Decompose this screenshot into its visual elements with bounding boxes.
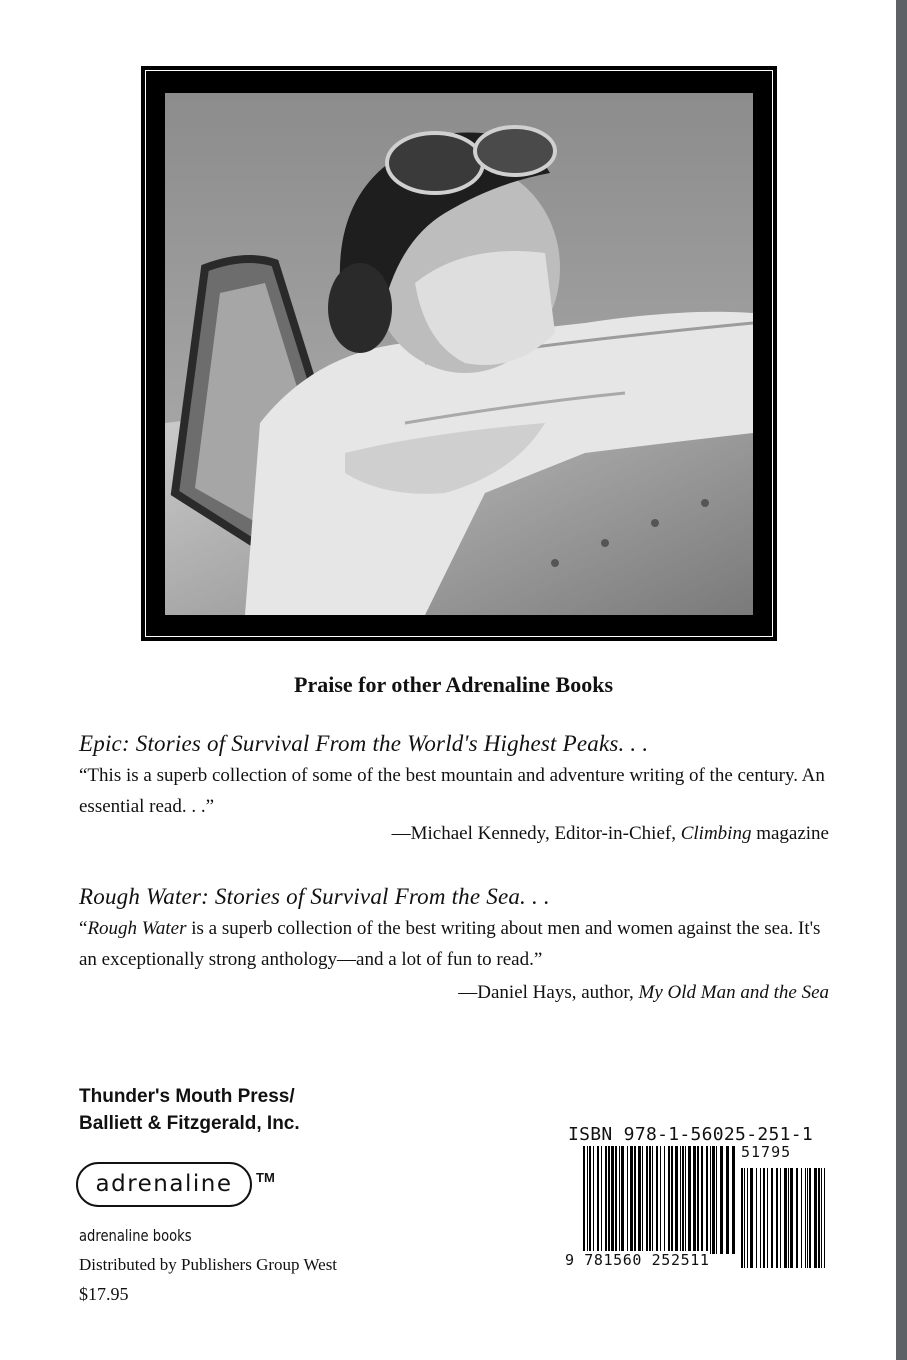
book-title-rough-water: Rough Water: Stories of Survival From the Sea. . . [79, 884, 550, 909]
barcode-bar [587, 1146, 588, 1254]
barcode-bar [712, 1146, 715, 1254]
imprint-name: adrenaline books [79, 1226, 192, 1245]
barcode-addon-bar [807, 1168, 808, 1268]
barcode-addon-bar [788, 1168, 789, 1268]
barcode-bar [601, 1146, 602, 1254]
price-addon-number: 51795 [741, 1143, 792, 1161]
barcode-bar [685, 1146, 686, 1254]
barcode-bar [664, 1146, 665, 1254]
barcode-bar [697, 1146, 699, 1254]
praise-heading: Praise for other Adrenaline Books [294, 672, 613, 697]
barcode-addon-bar [767, 1168, 768, 1268]
barcode-bar [680, 1146, 681, 1254]
barcode-bar [642, 1146, 643, 1254]
barcode-addon-bar [814, 1168, 817, 1268]
barcode-bar [682, 1146, 684, 1254]
book-quote-epic: “This is a superb collection of some of the best mountain and adventure writing of the century. An essential read. . .” [79, 765, 825, 817]
quote-text: is a superb collection of the best writing about men and women against the sea. It's an exceptionally strong anthology—and a lot of fun to read.” [79, 918, 821, 970]
barcode-addon-bar [760, 1168, 761, 1268]
trademark-mark: TM [256, 1170, 275, 1185]
barcode-bar [589, 1146, 591, 1254]
barcode-addon-bar [818, 1168, 820, 1268]
cover-photo-pilot [165, 93, 753, 615]
barcode-bar [649, 1146, 651, 1254]
barcode-addon-bar [750, 1168, 753, 1268]
barcode-addon-bar [756, 1168, 757, 1268]
attribution-name: —Michael Kennedy, Editor-in-Chief, [391, 823, 681, 844]
barcode-bar [630, 1146, 633, 1254]
barcode-bar [615, 1146, 617, 1254]
barcode-bar [627, 1146, 628, 1254]
adrenaline-logo: adrenaline [76, 1162, 252, 1207]
price-label: $17.95 [79, 1284, 129, 1304]
barcode-addon-bar [771, 1168, 773, 1268]
barcode-bar [652, 1146, 653, 1254]
barcode-digits: 9 781560 252511 [565, 1251, 710, 1269]
barcode-bar [597, 1146, 599, 1254]
book-title-epic: Epic: Stories of Survival From the World's Highest Peaks. . . [79, 731, 649, 756]
barcode-addon-bar [780, 1168, 781, 1268]
barcode-addon-bar [763, 1168, 765, 1268]
barcode-addon-bar [824, 1168, 825, 1268]
barcode-bar [621, 1146, 624, 1254]
barcode-addon-bar [809, 1168, 811, 1268]
barcode-bar [671, 1146, 673, 1254]
barcode-bar [608, 1146, 610, 1254]
attribution-name: —Daniel Hays, author, [458, 982, 639, 1003]
barcode-addon-bar [776, 1168, 778, 1268]
barcode-bar [710, 1146, 711, 1254]
publisher-line-1: Thunder's Mouth Press/ [79, 1086, 295, 1107]
attribution-book: My Old Man and the Sea [638, 982, 829, 1003]
barcode-bar [611, 1146, 614, 1254]
barcode-bar [593, 1146, 594, 1254]
barcode-addon-bar [805, 1168, 806, 1268]
isbn-number: ISBN 978-1-56025-251-1 [568, 1124, 814, 1145]
barcode-bar [619, 1146, 620, 1254]
barcode-addon-bar [744, 1168, 745, 1268]
attribution-publication: Climbing [680, 823, 752, 844]
distributor-text: Distributed by Publishers Group West [79, 1255, 338, 1274]
barcode-bar [638, 1146, 641, 1254]
barcode-bar [634, 1146, 636, 1254]
barcode-addon-bar [821, 1168, 822, 1268]
attribution-epic [392, 823, 829, 845]
quote-book-name: Rough Water [87, 918, 187, 939]
barcode-bar [693, 1146, 696, 1254]
barcode-bar [706, 1146, 708, 1254]
book-quote-rough-water [79, 913, 834, 975]
publisher-name [79, 1083, 300, 1137]
barcode-bar [656, 1146, 658, 1254]
barcode-bar [726, 1146, 729, 1254]
barcode-bar [732, 1146, 735, 1254]
barcode-bar [720, 1146, 723, 1254]
barcode-bar [605, 1146, 607, 1254]
barcode-bar [701, 1146, 703, 1254]
barcode-addon-bar [747, 1168, 748, 1268]
attribution-rough-water [458, 982, 829, 1004]
barcode-bar [646, 1146, 648, 1254]
photo-frame [141, 66, 777, 641]
quote-open-mark: “ [79, 918, 88, 939]
publisher-line-2: Balliett & Fitzgerald, Inc. [79, 1113, 300, 1134]
barcode-addon-bar [801, 1168, 802, 1268]
barcode-bar [668, 1146, 670, 1254]
barcode-bar [688, 1146, 691, 1254]
barcode-addon-bar [790, 1168, 793, 1268]
attribution-suffix: magazine [751, 823, 829, 844]
barcode-bar [583, 1146, 585, 1254]
barcode-bar [716, 1146, 717, 1254]
barcode-addon-bar [784, 1168, 787, 1268]
barcode-addon-bar [741, 1168, 743, 1268]
barcode-bar [660, 1146, 661, 1254]
barcode-addon-bar [796, 1168, 798, 1268]
barcode-bar [675, 1146, 678, 1254]
